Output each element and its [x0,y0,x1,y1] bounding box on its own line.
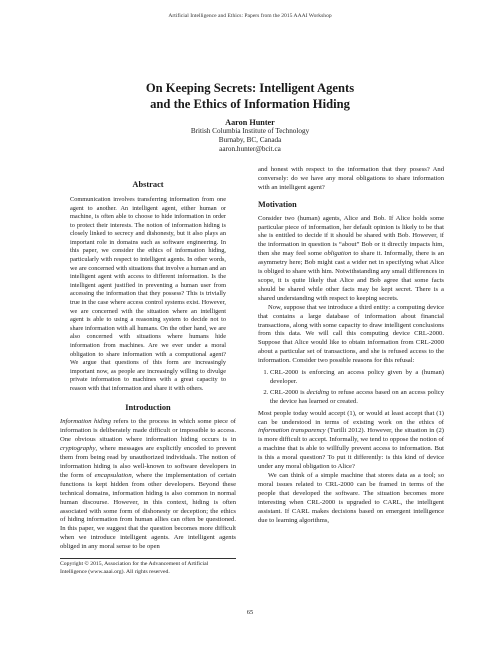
author-affiliation: British Columbia Institute of Technology [190,127,310,135]
abstract-heading: Abstract [132,180,164,189]
term-deciding: deciding [306,388,330,396]
term-obligation: obligation [324,250,352,258]
left-column [60,181,236,552]
introduction-heading: Introduction [125,402,171,412]
motivation-paragraph-4: We can think of a simple machine that stores data as a tool; so moral issues related to CRL-2000 can be framed in terms of the people that developed the software. The situation becomes more interesting when CRL-2000 is upgraded to CARL, the intelligent assistant. If CARL makes decisions based on emergent intelligence due to learning algorithms, [258,472,444,524]
motivation-paragraph-3: Most people today would accept (1), or would at least accept that (1) can be understood in terms of existing work on the ethics of information transparency (Turilli 2012). However, the situation in (2) is more difficult to accept. Informally, we tend to oppose the notion of a machine that is able to willfully prevent access to information. But is this a moral question? To put it differently: is this kind of device under any moral obligation to Alice? [258,409,444,471]
introduction-paragraph: Information hiding refers to the process in which some piece of information is deliberately made difficult or impossible to access. One obvious situation where information hiding occurs is in cryptography, where messages are explicitly encoded to prevent them from being read by unauthorized individuals. The notion of information hiding is also well-known to software developers in the form of encapsulation, where the implementation of certain functions is kept hidden from other developers. Beyond these technical domains, information hiding is also common in normal human discourse. However, in this context, hiding is often associated with some form of dishonesty or deception; the ethics of hiding information from human allies can often be questioned. In this paper, we suggest that the question becomes more difficult when we introduce intelligent agents. Are intelligent agents obliged in any moral sense to be open [60,418,237,551]
page-number: 65 [246,609,254,616]
list-item: 2. CRL-2000 is deciding to refuse access based on an access policy the device has learned or created. [270,389,444,407]
right-column [258,166,444,525]
title-line-2: and the Ethics of Information Hiding [150,97,350,111]
copyright-footnote: Copyright © 2015, Association for the Advancement of Artificial Intelligence (www.aaai.org). All rights reserved. [60,558,236,576]
abstract-text: Communication involves transferring information from one agent to another. An intelligent agent, either human or machine, is often able to choose to hide information in order to protect their interests. The notion of information hiding is closely linked to secrecy and dishonesty, but it also plays an important role in domains such as software engineering. In this paper, we consider the ethics of information hiding, particularly with respect to intelligent agents. In other words, we are concerned with situations that involve a human and an intelligent agent with access to different information. Is the intelligent agent justified in preventing a human user from accessing the information that they possess? This is trivially true in the case where access control systems exist. However, we are concerned with the situation where an intelligent agent is able to using a reasoning system to decide not to share information with all humans. On the other hand, we are also concerned with situations where humans hide information from machines. Are we ever under a moral obligation to share information with a computional agent? We argue that questions of this form are increasingly important now, as people are increasingly willing to divulge private information to machines with a great capacity to reason with that information and share it with others. [70,195,226,392]
paper-title [0,80,500,112]
author-block [0,118,500,154]
motivation-paragraph-1: Consider two (human) agents, Alice and Bob. If Alice holds some particular piece of information, her default opinion is likely to be that she is entitled to decide if it should be shared with Bob. However, if the information in question is “about” Bob or it directly impacts him, then she may feel some obligation to share it. Informally, there is an asymmetry here; Bob might cast a wider net in specifying what Alice is obliged to share with him. Notwithstanding any small differences in scope, it is quite likely that Alice and Bob agree that some facts should be shared while other facts may be kept secret. There is a shared understanding with respect to keeping secrets. [258,214,444,302]
term-encapsulation: encapsulation [94,471,132,479]
running-header: Artificial Intelligence and Ethics: Papers from the 2015 AAAI Workshop [168,13,332,19]
term-information-transparency: information transparency [258,427,326,435]
author-name: Aaron Hunter [225,118,275,127]
term-information-hiding: Information hiding [60,418,111,426]
list-item: 1. CRL-2000 is enforcing an access policy given by a (human) developer. [270,369,444,387]
author-email: aaron.hunter@bcit.ca [219,145,281,153]
motivation-paragraph-2: Now, suppose that we introduce a third entity: a computing device that contains a large database of information about financial transactions, along with some capacity to draw intelligent conclusions from this data. We will call this computing device CRL-2000. Suppose that Alice would like to obtain information from CRL-2000 about a particular set of transactions, and she is refused access to the information. Consider two possible reasons for this refusal: [258,303,444,365]
introduction-continuation: and honest with respect to the information that they posess? And conversely: do we have any moral obligations to share information with an intelligent agent? [258,166,444,191]
author-location: Burnaby, BC, Canada [218,136,282,144]
title-line-1: On Keeping Secrets: Intelligent Agents [145,81,355,95]
refusal-reasons-list [258,369,444,407]
motivation-heading: Motivation [258,199,297,209]
term-cryptography: cryptography [60,445,96,453]
